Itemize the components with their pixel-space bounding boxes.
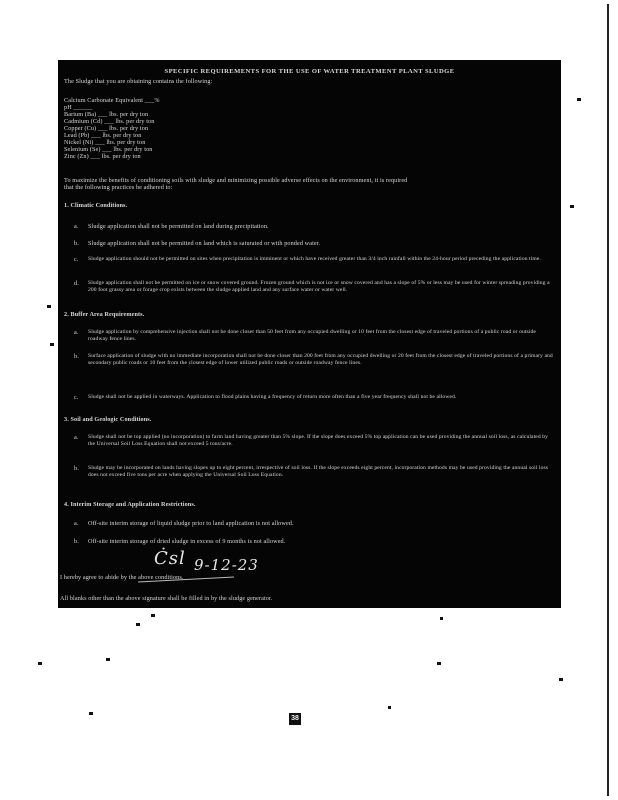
constituent-line: Lead (Pb) ___ lbs. per dry ton: [64, 132, 142, 139]
list-item: Off-site interim storage of dried sludge in excess of 9 months is not allowed.: [88, 538, 286, 545]
scan-speck: [38, 662, 42, 665]
constituent-line: Copper (Cu) ___ lbs. per dry ton: [64, 125, 149, 132]
item-marker: a.: [74, 434, 79, 441]
list-item: Sludge application should not be permitted on sites when precipitation is imminent or which have received greater than 3/4 inch rainfall within the 24-hour period preceding the application time.: [88, 256, 541, 262]
section-heading-storage: 4. Interim Storage and Application Restrictions.: [64, 501, 196, 508]
page-number-badge: 38: [289, 713, 301, 725]
constituent-line: Barium (Ba) ___ lbs. per dry ton: [64, 111, 149, 118]
list-item: Sludge application by comprehensive injection shall not be done closer than 50 feet from any occupied dwelling or 10 feet from the closest edge of traveled portions of a public road or outside roadway fence lines.: [88, 329, 536, 342]
scan-speck: [388, 706, 391, 709]
item-marker: b.: [74, 465, 79, 472]
preamble-line: that the following practices be adhered to:: [64, 184, 173, 191]
footer-note: All blanks other than the above signature shall be filled in by the sludge generator.: [60, 595, 273, 602]
signature-date: 9-12-23: [194, 556, 259, 574]
constituent-line: pH ______: [64, 104, 93, 111]
list-item: Sludge application shall not be permitted on ice or snow covered ground. Frozen ground which is not ice or snow covered and has a slope of 5% or less may be used for winter spreading providing a 200 foot grassy area or forage crop exists between the sludge applied land and any surface water or water well.: [88, 280, 550, 293]
agreement-text: I hereby agree to abide by the above conditions.: [60, 574, 184, 581]
item-marker: b.: [74, 240, 79, 247]
item-marker: c.: [74, 394, 79, 401]
scan-speck: [47, 305, 51, 308]
constituent-line: Calcium Carbonate Equivalent ___%: [64, 97, 160, 104]
scan-speck: [570, 205, 574, 208]
item-marker: c.: [74, 256, 79, 263]
list-item: Off-site interim storage of liquid sludge prior to land application is not allowed.: [88, 520, 294, 527]
item-marker: b.: [74, 353, 79, 360]
scan-speck: [106, 658, 110, 661]
item-marker: a.: [74, 329, 79, 336]
list-item: Sludge application shall not be permitted on land which is saturated or with ponded water.: [88, 240, 321, 247]
constituent-line: Selenium (Se) ___ lbs. per dry ton: [64, 146, 153, 153]
list-item: Sludge application shall not be permitted on land during precipitation.: [88, 223, 269, 230]
item-marker: a.: [74, 520, 79, 527]
item-marker: d.: [74, 280, 79, 287]
scan-speck: [136, 623, 140, 626]
scan-speck: [577, 98, 581, 101]
section-heading-soil: 3. Soil and Geologic Conditions.: [64, 416, 152, 423]
scan-speck: [437, 662, 441, 665]
constituent-line: Cadmium (Cd) ___ lbs. per dry ton: [64, 118, 155, 125]
item-marker: b.: [74, 538, 79, 545]
document-sheet: [58, 60, 561, 608]
section-heading-buffer: 2. Buffer Area Requirements.: [64, 311, 145, 318]
constituent-line: Zinc (Zn) ___ lbs. per dry ton: [64, 153, 141, 160]
list-item: Sludge shall not be applied in waterways. Application to flood plains having a frequency of return more often than a five year frequency shall not be allowed.: [88, 394, 457, 400]
scan-speck: [559, 678, 563, 681]
scan-speck: [50, 343, 54, 346]
list-item: Sludge may be incorporated on lands having slopes up to eight percent, irrespective of soil loss. If the slope exceeds eight percent, incorporation methods may be used providing the annual soil loss does not exceed five tons per acre when applying the Universal Soil Loss Equation.: [88, 465, 549, 478]
scan-speck: [151, 614, 155, 617]
section-heading-climatic: 1. Climatic Conditions.: [64, 202, 128, 209]
intro-text: The Sludge that you are obtaining contains the following:: [64, 78, 213, 85]
item-marker: a.: [74, 223, 79, 230]
scan-speck: [89, 712, 93, 715]
list-item: Sludge shall not be top applied (no incorporation) to farm land having greater than 5% slope. If the slope does exceed 5% top application can be used providing the annual soil loss, as calculated by the Universal Soil Loss Equation shall not exceed 5 tons/acre.: [88, 434, 549, 447]
constituent-line: Nickel (Ni) ___ lbs. per dry ton: [64, 139, 146, 146]
handwritten-signature: Ċsl: [154, 548, 186, 569]
document-title: SPECIFIC REQUIREMENTS FOR THE USE OF WATER TREATMENT PLANT SLUDGE: [164, 68, 455, 75]
scan-speck: [440, 617, 443, 620]
list-item: Surface application of sludge with no immediate incorporation shall not be done closer than 200 feet from any occupied dwelling or 20 feet from the closest edge of traveled portions of a primary and secondary public roads or 10 feet from the closest edge of lower utilized public roads or outside roadway fence lines.: [88, 353, 553, 366]
scan-edge-line: [607, 4, 609, 796]
preamble-line: To maximize the benefits of conditioning soils with sludge and minimizing possible adverse effects on the environment, it is required: [64, 177, 408, 184]
